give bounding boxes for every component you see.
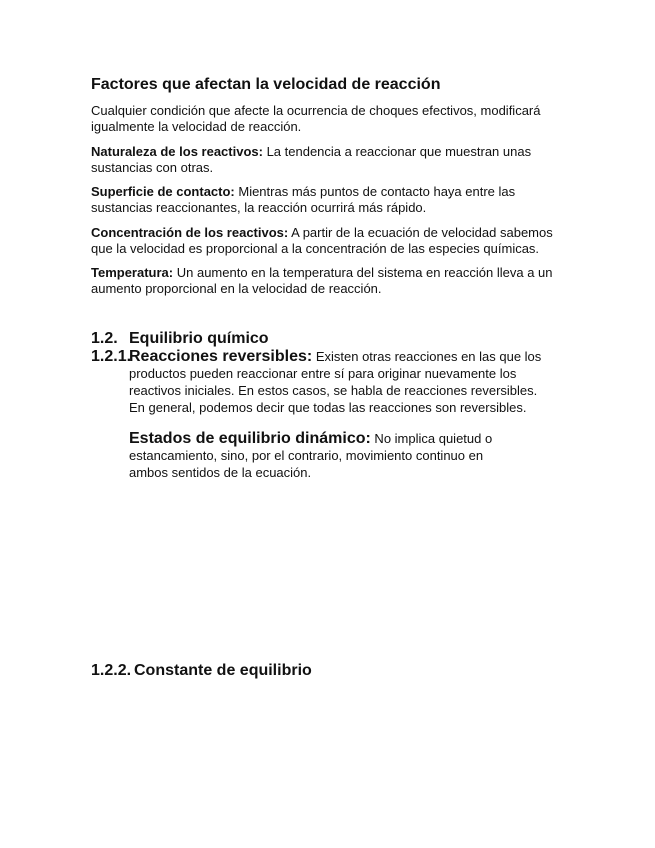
subsection-title-constant: Constante de equilibrio: [134, 662, 312, 679]
dynamic-term: Estados de equilibrio dinámico:: [129, 430, 371, 447]
factor-surface-text: Mientras más puntos de contacto haya entre las sustancias reaccionantes, la reacción ocurrirá más rápido.: [91, 184, 516, 215]
reversible-paragraph: [129, 348, 555, 416]
factor-nature-text: La tendencia a reaccionar que muestran unas sustancias con otras.: [91, 144, 532, 175]
section-title-equilibrium: Equilibrio químico: [129, 330, 269, 347]
factor-surface: [91, 184, 536, 216]
dynamic-text: No implica quietud o estancamiento, sino, por el contrario, movimiento continuo en ambos sentidos de la ecuación.: [129, 431, 493, 480]
factor-temperature: [91, 265, 561, 297]
factor-concentration-text: A partir de la ecuación de velocidad sabemos que la velocidad es proporcional a la concentración de las especies químicas.: [91, 225, 553, 256]
reversible-term: Reacciones reversibles:: [129, 348, 313, 365]
factor-concentration: [91, 225, 561, 257]
factor-nature-term: Naturaleza de los reactivos:: [91, 144, 263, 159]
factor-nature: [91, 144, 536, 176]
section-number-equilibrium: 1.2.: [91, 330, 118, 347]
reversible-text: Existen otras reacciones en las que los productos pueden reaccionar entre sí para originar nuevamente los reactivos iniciales. En estos casos, se habla de reacciones reversibles. En general, podemos decir que todas las reacciones son reversibles.: [129, 349, 542, 415]
dynamic-paragraph: [129, 430, 519, 481]
intro-paragraph: Cualquier condición que afecte la ocurrencia de choques efectivos, modificará igualmente la velocidad de reacción.: [91, 103, 541, 134]
subsection-number-reversible: 1.2.1.: [91, 348, 132, 365]
factor-temperature-text: Un aumento en la temperatura del sistema en reacción lleva a un aumento proporcional en la velocidad de reacción.: [91, 265, 553, 296]
section-title-factors: Factores que afectan la velocidad de reacción: [91, 76, 441, 93]
factor-concentration-term: Concentración de los reactivos:: [91, 225, 289, 240]
subsection-number-constant: 1.2.2.: [91, 662, 132, 679]
factor-surface-term: Superficie de contacto:: [91, 184, 235, 199]
factor-temperature-term: Temperatura:: [91, 265, 174, 280]
